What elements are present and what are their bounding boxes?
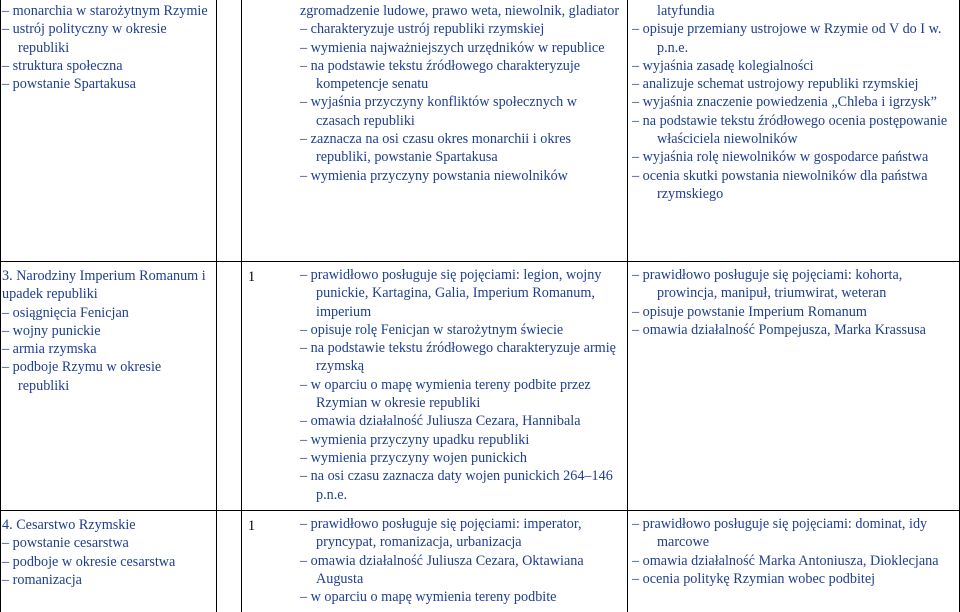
list-item: – omawia działalność Marka Antoniusza, Dioklecjana bbox=[632, 552, 939, 569]
list-item: – analizuje schemat ustrojowy republiki rzymskiej bbox=[632, 76, 919, 93]
requirements-basic-section4-cell bbox=[300, 515, 624, 606]
column-divider bbox=[241, 0, 242, 612]
list-item: – monarchia w starożytnym Rzymie bbox=[2, 3, 208, 19]
list-item: – opisuje przemiany ustrojowe w Rzymie od V do I w. p.n.e. bbox=[632, 21, 942, 56]
list-item: – omawia działalność Juliusza Cezara, Hannibala bbox=[300, 413, 581, 430]
topics-section4-cell bbox=[2, 516, 214, 589]
requirements-basic-section3-cell bbox=[300, 266, 624, 504]
section-title: 3. Narodziny Imperium Romanum i upadek republiki bbox=[2, 268, 206, 303]
list-item: – na podstawie tekstu źródłowego ocenia postępowanie właściciela niewolników bbox=[632, 112, 948, 148]
requirements-basic-top-cell bbox=[300, 2, 624, 185]
list-item-continued: zgromadzenie ludowe, prawo weta, niewolnik, gladiator bbox=[300, 3, 620, 19]
list-item: – charakteryzuje ustrój republiki rzymskiej bbox=[300, 21, 545, 38]
list-item: – prawidłowo posługuje się pojęciami: dominat, idy marcowe bbox=[632, 516, 928, 551]
list-item: – wymienia przyczyny upadku republiki bbox=[300, 431, 530, 448]
list-item: – wojny punickie bbox=[2, 322, 101, 339]
column-divider bbox=[216, 0, 217, 612]
topics-top-cell bbox=[2, 2, 214, 93]
list-item: – omawia działalność Juliusza Cezara, Oktawiana Augusta bbox=[300, 552, 584, 587]
list-item: – ustrój polityczny w okresie republiki bbox=[2, 21, 167, 56]
requirements-extended-section4-cell bbox=[632, 515, 956, 588]
list-item: – wyjaśnia przyczyny konfliktów społecznych w czasach republiki bbox=[300, 94, 577, 129]
list-item: – wymienia przyczyny wojen punickich bbox=[300, 449, 527, 466]
list-item: – prawidłowo posługuje się pojęciami: imperator, pryncypat, romanizacja, urbanizacja bbox=[300, 516, 582, 551]
list-item: – na osi czasu zaznacza daty wojen punickich 264–146 p.n.e. bbox=[300, 468, 613, 503]
hours-value: 1 bbox=[248, 518, 256, 534]
list-item: – omawia działalność Pompejusza, Marka Krassusa bbox=[632, 321, 926, 338]
list-item: – zaznacza na osi czasu okres monarchii i okres republiki, powstanie Spartakusa bbox=[300, 131, 572, 166]
list-item: – struktura społeczna bbox=[2, 57, 123, 74]
list-item: – wyjaśnia rolę niewolników w gospodarce państwa bbox=[632, 149, 929, 166]
requirements-extended-section3-cell bbox=[632, 266, 956, 339]
row-divider bbox=[0, 510, 960, 511]
list-item: – opisuje powstanie Imperium Romanum bbox=[632, 303, 867, 320]
column-divider bbox=[627, 0, 628, 612]
hours-value: 1 bbox=[248, 269, 256, 285]
table-border-left bbox=[0, 0, 1, 612]
list-item: – opisuje rolę Fenicjan w starożytnym świecie bbox=[300, 321, 564, 338]
list-item: – powstanie cesarstwa bbox=[2, 535, 129, 552]
section-title: 4. Cesarstwo Rzymskie bbox=[2, 517, 136, 533]
list-item-continued: latyfundia bbox=[657, 3, 715, 19]
list-item: – powstanie Spartakusa bbox=[2, 76, 136, 93]
list-item: – wymienia przyczyny powstania niewolników bbox=[300, 167, 568, 184]
list-item: – na podstawie tekstu źródłowego charakteryzuje armię rzymską bbox=[300, 340, 616, 375]
list-item: – podboje w okresie cesarstwa bbox=[2, 553, 176, 570]
list-item: – prawidłowo posługuje się pojęciami: kohorta, prowincja, manipuł, triumwirat, weteran bbox=[632, 267, 903, 302]
list-item: – wymienia najważniejszych urzędników w republice bbox=[300, 39, 605, 56]
list-item: – armia rzymska bbox=[2, 341, 97, 358]
list-item: – osiągnięcia Fenicjan bbox=[2, 304, 129, 321]
row-divider bbox=[0, 261, 960, 262]
list-item: – w oparciu o mapę wymienia tereny podbite bbox=[300, 589, 557, 606]
list-item: – prawidłowo posługuje się pojęciami: legion, wojny punickie, Kartagina, Galia, Imperium Romanum, imperium bbox=[300, 267, 602, 320]
list-item: – w oparciu o mapę wymienia tereny podbite przez Rzymian w okresie republiki bbox=[300, 376, 591, 412]
topics-section3-cell bbox=[2, 267, 214, 395]
list-item: – wyjaśnia zasadę kolegialności bbox=[632, 57, 814, 74]
list-item: – wyjaśnia znaczenie powiedzenia „Chleba i igrzysk” bbox=[632, 94, 937, 111]
requirements-extended-top-cell bbox=[632, 2, 956, 203]
list-item: – ocenia skutki powstania niewolników dla państwa rzymskiego bbox=[632, 167, 928, 202]
list-item: – ocenia politykę Rzymian wobec podbitej bbox=[632, 570, 876, 587]
list-item: – podboje Rzymu w okresie republiki bbox=[2, 359, 162, 394]
list-item: – romanizacja bbox=[2, 571, 82, 588]
list-item: – na podstawie tekstu źródłowego charakteryzuje kompetencje senatu bbox=[300, 57, 581, 93]
